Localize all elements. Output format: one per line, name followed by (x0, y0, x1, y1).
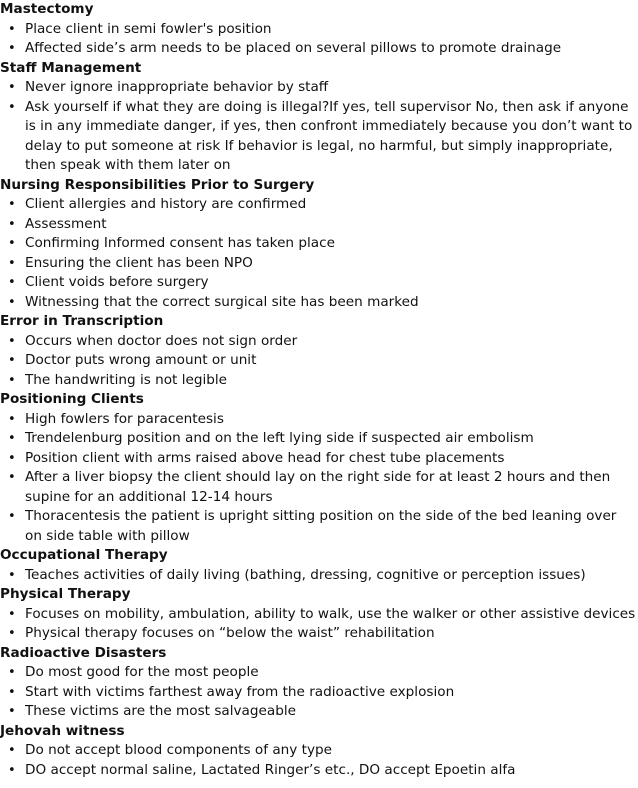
section (0, 546, 636, 585)
section-heading: Error in Transcription (0, 313, 164, 329)
list-item: • Ensuring the client has been NPO (0, 254, 636, 274)
section (0, 0, 636, 59)
list-item: • The handwriting is not legible (0, 371, 636, 391)
list-item: • Occurs when doctor does not sign order (0, 332, 636, 352)
list-item: • Thoracentesis the patient is upright sitting position on the side of the bed leaning over on side table with pillow (0, 507, 636, 546)
list-item: • After a liver biopsy the client should lay on the right side for at least 2 hours and then supine for an additional 12-14 hours (0, 468, 636, 507)
section-heading: Nursing Responsibilities Prior to Surgery (0, 176, 315, 193)
section (0, 390, 636, 546)
list-item: • Witnessing that the correct surgical site has been marked (0, 293, 636, 313)
bullet-list (0, 78, 636, 176)
list-item: • Start with victims farthest away from the radioactive explosion (0, 683, 636, 703)
section (0, 59, 636, 176)
list-item: • Client allergies and history are confirmed (0, 195, 636, 215)
section-heading: Radioactive Disasters (0, 644, 167, 661)
list-item: • Never ignore inappropriate behavior by staff (0, 78, 636, 98)
section-heading: Jehovah witness (0, 722, 125, 739)
list-item: • Confirming Informed consent has taken place (0, 234, 636, 254)
list-item: • Teaches activities of daily living (bathing, dressing, cognitive or perception issues) (0, 566, 636, 586)
section-heading: Occupational Therapy (0, 547, 168, 563)
bullet-list (0, 195, 636, 312)
section-heading: Positioning Clients (0, 391, 144, 407)
section (0, 585, 636, 644)
list-item: • High fowlers for paracentesis (0, 410, 636, 430)
bullet-list (0, 663, 636, 722)
section-heading: Physical Therapy (0, 586, 131, 602)
list-item: • Assessment (0, 215, 636, 235)
bullet-list (0, 20, 636, 59)
bullet-list (0, 332, 636, 391)
list-item: • Trendelenburg position and on the left lying side if suspected air embolism (0, 429, 636, 449)
list-item: • Do most good for the most people (0, 663, 636, 683)
bullet-list (0, 566, 636, 586)
list-item: • Affected side’s arm needs to be placed on several pillows to promote drainage (0, 39, 636, 59)
bullet-list (0, 741, 636, 780)
bullet-list (0, 410, 636, 547)
section (0, 644, 636, 722)
section-heading: Mastectomy (0, 1, 94, 17)
bullet-list (0, 605, 636, 644)
list-item: • DO accept normal saline, Lactated Ringer’s etc., DO accept Epoetin alfa (0, 761, 636, 781)
section (0, 312, 636, 390)
list-item: • Ask yourself if what they are doing is illegal?If yes, tell supervisor No, then ask if anyone is in any immediate danger, if yes, then confront immediately because you don’t want to delay to put someone at risk If behavior is legal, no harmful, but simply inappropriate, then speak with them later on (0, 98, 636, 176)
section-heading: Staff Management (0, 59, 142, 76)
list-item: • Place client in semi fowler's position (0, 20, 636, 40)
list-item: • Do not accept blood components of any type (0, 741, 636, 761)
section (0, 176, 636, 313)
list-item: • Doctor puts wrong amount or unit (0, 351, 636, 371)
list-item: • Physical therapy focuses on “below the waist” rehabilitation (0, 624, 636, 644)
list-item: • Focuses on mobility, ambulation, ability to walk, use the walker or other assistive devices (0, 605, 636, 625)
section (0, 722, 636, 781)
list-item: • Position client with arms raised above head for chest tube placements (0, 449, 636, 469)
list-item: • Client voids before surgery (0, 273, 636, 293)
list-item: • These victims are the most salvageable (0, 702, 636, 722)
